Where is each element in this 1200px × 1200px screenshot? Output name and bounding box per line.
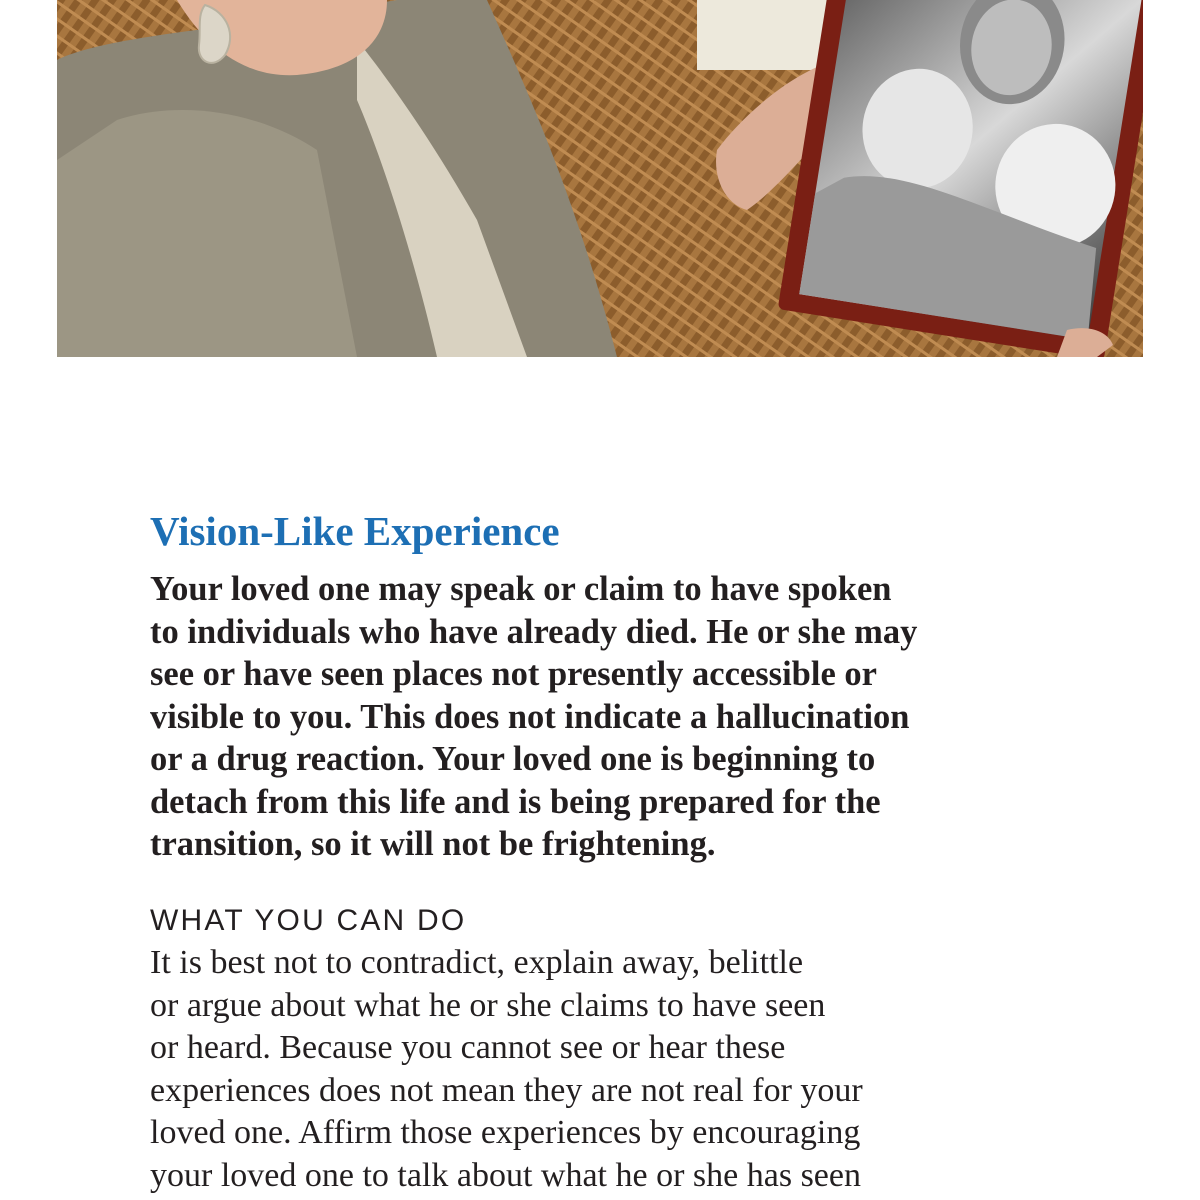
lead-line: or a drug reaction. Your loved one is beginning to [150, 740, 876, 778]
lead-line: visible to you. This does not indicate a hallucination [150, 697, 910, 736]
body-line: experiences does not mean they are not real for your [150, 1071, 863, 1109]
lead-line: transition, so it will not be frightening. [150, 825, 716, 863]
subheading-what-you-can-do: WHAT YOU CAN DO [150, 904, 467, 937]
body-line: your loved one to talk about what he or she has seen [150, 1156, 861, 1194]
body-line: or argue about what he or she claims to have seen [150, 986, 826, 1024]
body-line: or heard. Because you cannot see or hear these [150, 1029, 786, 1066]
lead-line: see or have seen places not presently accessible or [150, 655, 877, 693]
body-line: It is best not to contradict, explain away, belittle [150, 944, 804, 981]
body-paragraph [150, 942, 1050, 1197]
header-photo [57, 0, 1143, 357]
lead-paragraph [150, 568, 1050, 866]
lead-line: detach from this life and is being prepared for the [150, 782, 881, 821]
photo-illustration [57, 0, 1143, 357]
section-heading: Vision-Like Experience [150, 508, 560, 554]
lead-line: to individuals who have already died. He or she may [150, 612, 918, 651]
body-line: loved one. Affirm those experiences by encouraging [150, 1114, 861, 1151]
lead-line: Your loved one may speak or claim to have spoken [150, 570, 892, 608]
